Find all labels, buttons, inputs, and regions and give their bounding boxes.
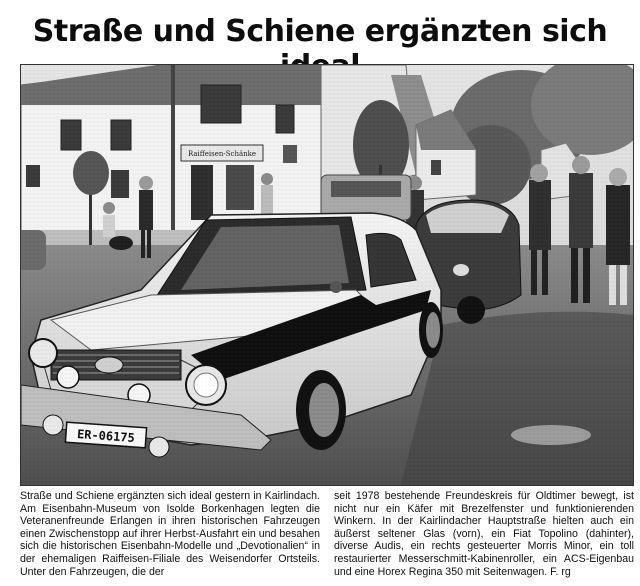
photo-grain xyxy=(21,65,633,485)
article-column-2: seit 1978 bestehende Freundeskreis für Oldtimer bewegt, ist nicht nur ein Käfer mit Brezelfenster und funktionierenden Winkern. In der Kairlindacher Hauptstraße hielten auch ein äußerst seltener Glas (vorn), ein Fiat Topolino (dahinter), diverse Audis, ein rechts gesteuerter Morris Minor, ein toll restaurierter Messerschmitt-Kabinenroller, ein ACS-Eigenbau und eine Horex Regina 350 mit Seitenwagen. F. rg xyxy=(334,490,634,578)
headline: Straße und Schiene ergänzten sich xyxy=(32,14,608,49)
shop-sign: Raiffeisen-Schänke xyxy=(187,150,257,158)
news-photo xyxy=(20,64,634,486)
article-text xyxy=(20,490,634,582)
license-plate: ER-06175 xyxy=(76,426,136,445)
photo-illustration xyxy=(21,65,633,485)
article-column-1: Straße und Schiene ergänzten sich ideal gestern in Kairlindach. Am Eisenbahn-Museum von Isolde Borkenhagen legten die Veteranenfreunde Erlangen in ihren historischen Fahrzeugen einen Zwischenstopp auf ihrer Herbst-Ausfahrt ein und besahen sich die historischen Eisenbahn-Modelle und „Devotionalien“ in der ehemaligen Raiffeisen-Filiale des Weisendorfer Ortsteils. Unter den Fahrzeugen, die der xyxy=(20,490,320,578)
